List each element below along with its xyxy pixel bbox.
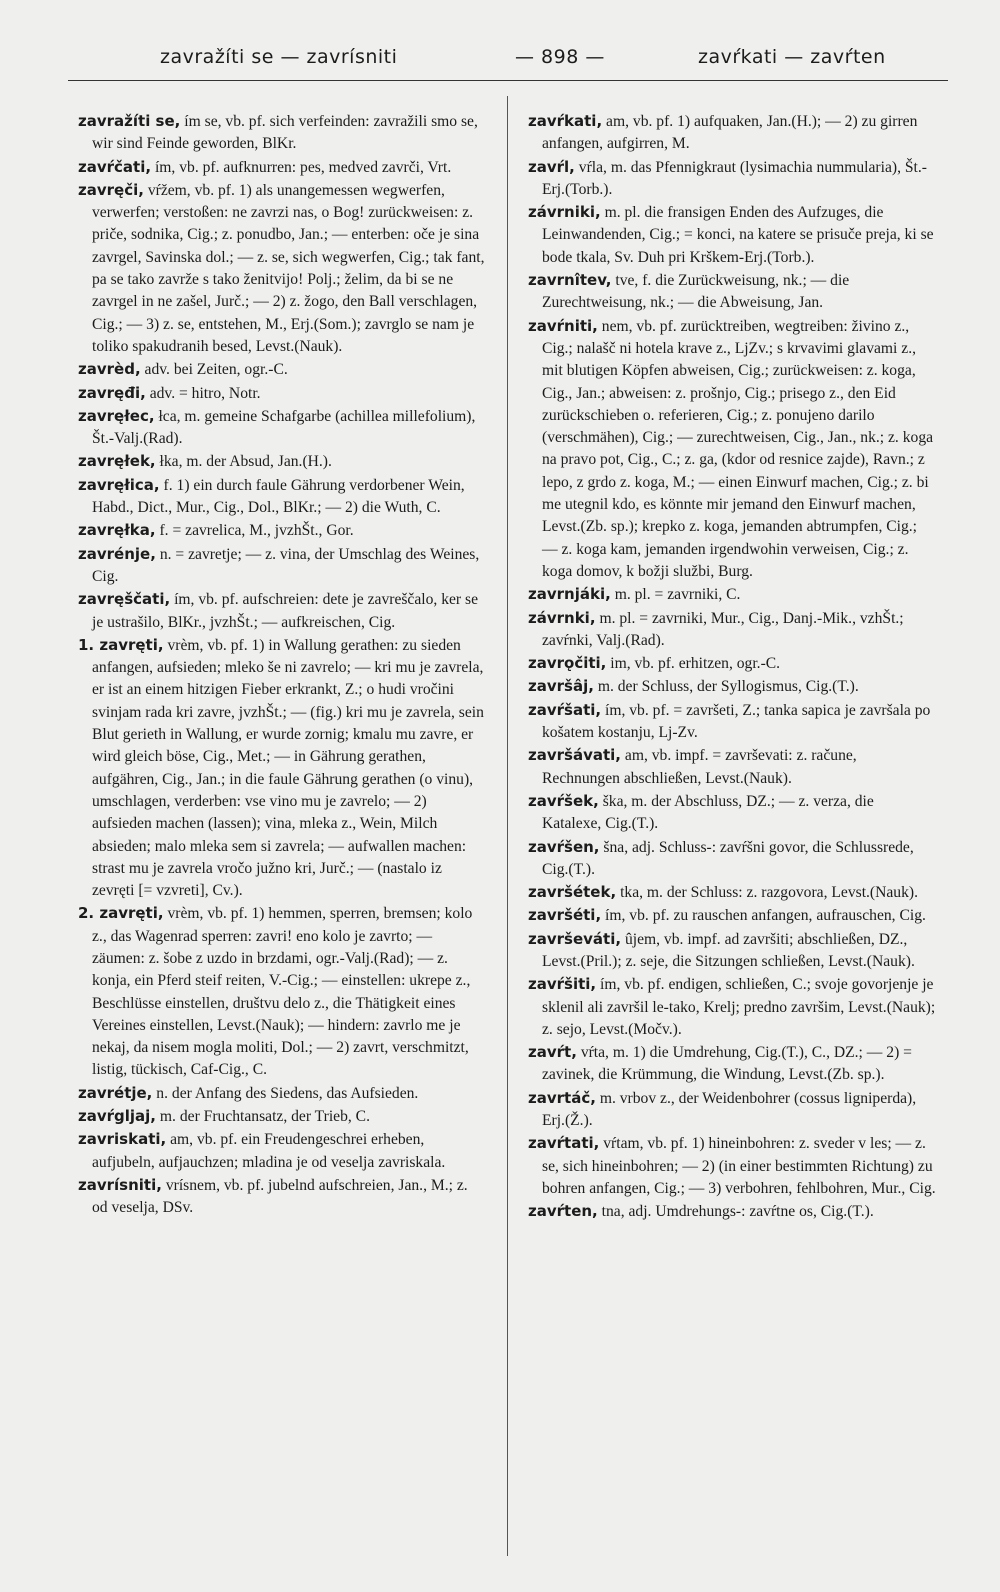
entry-definition: vŕla, m. das Pfennigkraut (lysimachia nummularia), Št.-Erj.(Torb.). [542,158,927,198]
entry-definition: im, vb. pf. erhitzen, ogr.-C. [610,655,781,673]
dictionary-entry [78,543,486,589]
dictionary-entry [78,405,486,451]
entry-headword: závrnki, [528,608,596,627]
left-column [78,110,486,1220]
dictionary-entry [78,634,486,903]
dictionary-entry [78,110,486,156]
entry-headword: zavrétje, [78,1083,153,1102]
right-column [528,110,936,1224]
entry-headword: zavręłek, [78,452,156,471]
entry-definition: f. 1) ein durch faule Gährung verdorbener Wein, Habd., Dict., Mur., Cig., Dol., BlKr.; — 2) die Wuth, C. [92,476,465,517]
entry-headword: zavręđi, [78,383,146,402]
entry-headword: zavŕl, [528,157,575,176]
dictionary-entry [528,607,936,653]
dictionary-entry [78,519,486,542]
dictionary-entry [528,881,936,904]
dictionary-entry [528,928,936,974]
entry-definition: m. pl. die fransigen Enden des Aufzuges, die Leinwandenden, Cig.; = konci, na katere se prisuče preja, ki se bode tkala, Sv. Duh pri Krškem-Erj.(Torb.). [542,204,934,266]
dictionary-entry [528,269,936,315]
entry-headword: završávati, [528,746,621,765]
entry-definition: m. vrbov z., der Weidenbohrer (cossus ligniperda), Erj.(Ž.). [542,1089,917,1130]
entry-headword: zavrísniti, [78,1175,162,1194]
entry-headword: zavręłica, [78,475,160,494]
dictionary-entry [528,315,936,584]
entry-headword: završéti, [528,906,602,925]
entry-headword: zavrnîtev, [528,271,612,290]
dictionary-entry [528,699,936,745]
dictionary-entry [528,583,936,606]
entry-headword: završâj, [528,677,594,696]
entry-headword: zavŕniti, [528,316,598,335]
entry-definition: f. = zavrelica, M., jvzhŠt., Gor. [159,522,354,540]
entry-definition: tve, f. die Zurückweisung, nk.; — die Zurechtweisung, nk.; — die Abweisung, Jan. [542,272,850,312]
dictionary-entry [528,790,936,836]
dictionary-entry [78,474,486,520]
dictionary-entry [78,1128,486,1174]
entry-headword: zavrǫčiti, [528,654,607,673]
entry-definition: ûjem, vb. impf. ad završiti; abschließen, DZ., Levst.(Pril.); z. seje, die Sitzungen schließen, Levst.(Nauk). [542,930,915,970]
running-head [60,46,940,76]
header-left-guide-words: zavražíti se — zavrísniti [160,46,398,68]
page-number: — 898 — [515,46,605,68]
dictionary-entry [528,110,936,156]
dictionary-entry [78,179,486,358]
entry-definition: ím, vb. pf. aufknurren: pes, medved zavrči, Vrt. [154,158,452,176]
entry-definition: šna, adj. Schluss-: zavŕšni govor, die Schlussrede, Cig.(T.). [542,838,914,878]
entry-headword: zavręščati, [78,590,171,609]
entry-definition: vŕžem, vb. pf. 1) als unangemessen wegwerfen, verwerfen; verstoßen: ne zavrzi nas, o Bog! zurückweisen: z. priče, sodnika, Cig.; z. ponudbo, Jan.; — enterben: oče je sina zavrgel, Savinska dol.; — z. se, sich wegwerfen, Cig.; tak fant, pa se tako zavrže s tako ženitvijo! Polj.; želim, da bi se ne zavrgel in ne zašel, Jurč.; — 2) z. žogo, den Ball verschlagen, Cig.; — 3) z. se, entstehen, M., Erj.(Som.); zavrglo se nam je toliko spakudranih besed, Levst.(Nauk). [92,181,485,355]
entry-definition: vrísnem, vb. pf. jubelnd aufschreien, Jan., M.; z. od veselja, DSv. [92,1176,468,1217]
dictionary-entry [528,744,936,790]
entry-headword: zavŕkati, [528,112,603,130]
entry-headword: zavrénje, [78,544,156,563]
entry-definition: vrèm, vb. pf. 1) in Wallung gerathen: zu sieden anfangen, aufsieden; mleko še ni zavrelo; — kri mu je zavrela, er ist an einem hitzigen Fieber erkrankt, Z.; o hudi vročini svinjam rada kri zavre, jvzhŠt.; — (fig.) kri mu je zavrela, sein Blut gerieth in Wallung, er wurde zornig; kmalu mu zavre, er wird gleich böse, Cig., Met.; — in Gährung gerathen, aufgähren, Cig., Jan.; in die faule Gährung gerathen (o vinu), umschlagen, verderben: vse vino mu je zavrelo; — 2) aufsieden machen (lassen); vina, mleka z., Wein, Milch absieden; malo mleka sem si zavrela; — aufwallen machen: strast mu je zavrela vročo južno kri, Jurč.; — (nastalo iz zevręti [= vzvreti], Cv.). [92,636,484,900]
dictionary-entry [528,675,936,698]
entry-definition: łka, m. der Absud, Jan.(H.). [159,453,332,471]
entry-headword: závrniki, [528,203,601,222]
entry-definition: n. = zavretje; — z. vina, der Umschlag des Weines, Cig. [92,545,480,585]
entry-definition: adv. bei Zeiten, ogr.-C. [144,361,288,379]
entry-headword: zavrtáč, [528,1088,596,1107]
dictionary-entry [78,1105,486,1128]
entry-definition: m. pl. = zavrniki, Mur., Cig., Danj.-Mik., vzhŠt.; zavŕnki, Valj.(Rad). [542,609,904,649]
entry-headword: završétek, [528,883,617,902]
entry-definition: ím, vb. pf. zu rauschen anfangen, aufrauschen, Cig. [605,907,926,925]
entry-definition: adv. = hitro, Notr. [149,384,261,402]
entry-headword: zavręłka, [78,521,156,540]
entry-definition: vŕtam, vb. pf. 1) hineinbohren: z. sveder v les; — z. se, sich hineinbohren; — 2) (in einer bestimmten Richtung) zu bohren anfangen, Cig.; — 3) verbohren, fehlbohren, Mur., Cig. [542,1135,936,1197]
entry-headword: zavŕten, [528,1202,598,1221]
dictionary-entry [528,1200,936,1223]
dictionary-entry [528,156,936,202]
entry-definition: am, vb. pf. ein Freudengeschrei erheben, aufjubeln, aufjauchzen; mladina je od veselja zavriskala. [92,1131,446,1171]
entry-headword: 2. zavręti, [78,904,164,923]
entry-definition: am, vb. impf. = završevati: z. račune, Rechnungen abschließen, Levst.(Nauk). [542,747,857,787]
dictionary-entry [78,382,486,405]
entry-headword: zavrèd, [78,360,141,379]
entry-headword: zavŕtati, [528,1134,600,1153]
header-rule [68,80,948,81]
entry-headword: zavŕšek, [528,791,599,810]
entry-definition: ím, vb. pf. endigen, schließen, C.; svoje govorjenje je sklenil ali završil le-tako, Krelj; predno završim, Levst.(Nauk); z. sejo, Levst.(Močv.). [542,976,936,1038]
entry-definition: vŕta, m. 1) die Umdrehung, Cig.(T.), C., DZ.; — 2) = zavinek, die Krümmung, die Windung, Levst.(Zb. sp.). [542,1044,912,1084]
dictionary-entry [528,1087,936,1133]
entry-headword: završeváti, [528,929,622,948]
dictionary-entry [528,973,936,1041]
entry-definition: ím, vb. pf. = završeti, Z.; tanka sapica je završala po košatem kostanju, Lj-Zv. [542,701,931,742]
entry-definition: nem, vb. pf. zurücktreiben, wegtreiben: živino z., Cig.; nalašč ni hotela krave z., LjZv.; s krvavimi glavami z., mit blutigen Köpfen abweisen, Cig.; zurückweisen: z. koga, Cig., Jan.; abweisen: z. prošnjo, Cig.; prisego z., den Eid zurückschieben o. referieren, Cig.; z. ponujeno darilo (verschmähen), Cig.; — zurechtweisen, Cig., Jan., nk.; z. koga na pravo pot, Cig., C.; z. ga, (kdor od resnice zajde), Ravn.; z lepo, z grdo z. koga, M.; — einen Einwurf machen, Cig.; z. bi me utegnil kdo, es könnte mir jemand den Einwurf machen, Levst.(Zb. sp.); krepko z. koga, jemanden abtrumpfen, Cig.; — z. koga kam, jemanden irgendwohin verweisen, Cig.; z. koga domov, k božji službi, Burg. [542,317,934,580]
entry-headword: zavražíti se, [78,112,181,130]
entry-headword: zavŕt, [528,1043,577,1062]
dictionary-entry [78,588,486,634]
header-right-guide-words: zavŕkati — zavŕten [698,46,886,68]
entry-headword: zavrnjáki, [528,585,611,604]
entry-headword: zavriskati, [78,1130,167,1149]
entry-definition: am, vb. pf. 1) aufquaken, Jan.(H.); — 2) zu girren anfangen, aufgirren, M. [542,113,918,153]
entry-headword: zavręłec, [78,406,155,425]
entry-definition: łca, m. gemeine Schafgarbe (achillea millefolium), Št.-Valj.(Rad). [92,407,476,448]
dictionary-entry [78,358,486,381]
dictionary-entry [528,1132,936,1200]
entry-definition: m. pl. = zavrniki, C. [614,586,741,604]
dictionary-entry [528,836,936,882]
entry-headword: zavŕšiti, [528,975,597,994]
entry-headword: zavręči, [78,180,144,199]
dictionary-entry [528,652,936,675]
dictionary-entry [528,904,936,927]
entry-definition: ím, vb. pf. aufschreien: dete je zavreščalo, ker se je ustrašilo, BlKr., jvzhŠt.; — aufkreischen, Cig. [92,591,479,631]
entry-headword: zavŕgljaj, [78,1107,157,1126]
entry-definition: m. der Fruchtansatz, der Trieb, C. [159,1108,370,1126]
entry-headword: zavŕčati, [78,157,152,176]
dictionary-entry [528,1041,936,1087]
entry-definition: n. der Anfang des Siedens, das Aufsieden. [156,1084,419,1102]
entry-definition: ška, m. der Abschluss, DZ.; — z. verza, die Katalexe, Cig.(T.). [542,792,874,833]
dictionary-entry [78,1082,486,1105]
entry-definition: ím se, vb. pf. sich verfeinden: zavražili smo se, wir sind Feinde geworden, BlKr. [92,113,478,153]
entry-definition: tna, adj. Umdrehungs-: zavŕtne os, Cig.(T.). [601,1203,874,1221]
dictionary-entry [78,1174,486,1220]
dictionary-entry [78,156,486,179]
dictionary-entry [78,450,486,473]
dictionary-entry [78,902,486,1081]
entry-headword: 1. zavręti, [78,635,164,654]
column-divider [507,96,508,1556]
entry-definition: vrèm, vb. pf. 1) hemmen, sperren, bremsen; kolo z., das Wagenrad sperren: zavri! eno kolo je zavrto; — zäumen: z. šobe z uzdo in brzdami, ogr.-Valj.(Rad); — z. konja, ein Pferd steif reiten, V.-Cig.; — einstellen: ukrepe z., Beschlüsse einstellen, društvu delo z., die Thätigkeit eines Vereines einstellen, Levst.(Nauk); — hindern: zavrlo me je nekaj, da nisem mogla moliti, Dol.; — 2) zavrt, verschmitzt, listig, tückisch, Caf-Cig., C. [92,905,473,1079]
entry-headword: zavŕšen, [528,837,600,856]
entry-definition: m. der Schluss, der Syllogismus, Cig.(T.). [597,678,859,696]
entry-definition: tka, m. der Schluss: z. razgovora, Levst.(Nauk). [620,884,918,902]
entry-headword: zavŕšati, [528,700,602,719]
dictionary-entry [528,201,936,269]
